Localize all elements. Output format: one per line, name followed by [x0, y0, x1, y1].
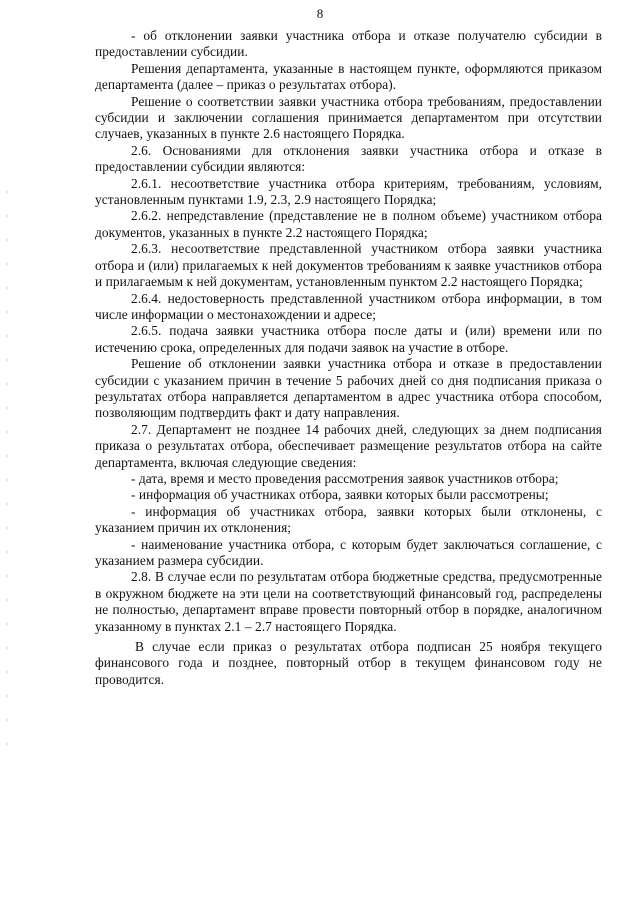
- paragraph-rejection-item: - об отклонении заявки участника отбора и отказе получателю субсидии в предоставлении субсидии.: [95, 28, 602, 60]
- list-item-date-time-place: - дата, время и место проведения рассмотрения заявок участников отбора;: [131, 470, 559, 486]
- paragraph-2-6: 2.6. Основаниями для отклонения заявки участника отбора и отказе в предоставлении субсидии являются:: [95, 142, 602, 175]
- paragraph-2-6-2: 2.6.2. непредставление (представление не в полном объеме) участником отбора документов, указанных в пункте 2.2 настоящего Порядка;: [95, 208, 602, 240]
- paragraph-decisions-order: Решения департамента, указанные в настоящем пункте, оформляются приказом департамента (далее – приказ о результатах отбора).: [95, 60, 602, 93]
- paragraph-2-6-5: 2.6.5. подача заявки участника отбора после даты и (или) времени или по истечению срока, определенных для подачи заявок на участие в отборе.: [95, 323, 602, 355]
- paragraph-repeat-selection: В случае если приказ о результатах отбора подписан 25 ноября текущего финансового года и позднее, повторный отбор в текущем финансовом году не проводится.: [95, 639, 602, 687]
- document-body: [95, 28, 602, 688]
- list-item-winner-name: - наименование участника отбора, с которым будет заключаться соглашение, с указанием размера субсидии.: [95, 536, 602, 568]
- scan-artifact: [6, 180, 8, 760]
- paragraph-compliance-decision: Решение о соответствии заявки участника отбора требованиям, предоставлении субсидии и заключении соглашения принимается департаментом при отсутствии случаев, указанных в пункте 2.6 настоящего Порядка.: [95, 93, 602, 142]
- page-number: 8: [316, 6, 324, 21]
- paragraph-2-7: 2.7. Департамент не позднее 14 рабочих дней, следующих за днем подписания приказа о результатах отбора, обеспечивает размещение результатов отбора на сайте департамента, включая следующие сведения:: [95, 421, 602, 470]
- paragraph-2-6-4: 2.6.4. недостоверность представленной участником отбора информации, в том числе информации о местонахождении и адресе;: [95, 290, 602, 322]
- paragraph-rejection-notice: Решение об отклонении заявки участника отбора и отказе в предоставлении субсидии с указанием причин в течение 5 рабочих дней со дня подписания приказа о результатах отбора направляется департаментом в адрес участника отбора способом, позволяющим подтвердить факт и дату направления.: [95, 356, 602, 421]
- list-item-rejected-participants: - информация об участниках отбора, заявки которых были отклонены, с указанием причин их отклонения;: [95, 503, 602, 536]
- paragraph-2-6-3: 2.6.3. несоответствие представленной участником отбора заявки участника отбора и (или) прилагаемых к ней документов требованиям к заявке участников отбора и прилагаемым к ней документам, установленным пунктом 2.2 настоящего Порядка;: [95, 241, 602, 290]
- paragraph-2-6-1: 2.6.1. несоответствие участника отбора критериям, требованиям, условиям, установленным пунктами 1.9, 2.3, 2.9 настоящего Порядка;: [95, 175, 602, 208]
- list-item-reviewed-participants: - информация об участниках отбора, заявки которых были рассмотрены;: [131, 487, 549, 503]
- paragraph-2-8: 2.8. В случае если по результатам отбора бюджетные средства, предусмотренные в окружном бюджете на эти цели на соответствующий финансовый год, распределены не полностью, департамент вправе провести повторный отбор в порядке, аналогичном указанному в пунктах 2.1 – 2.7 настоящего Порядка.: [95, 569, 602, 634]
